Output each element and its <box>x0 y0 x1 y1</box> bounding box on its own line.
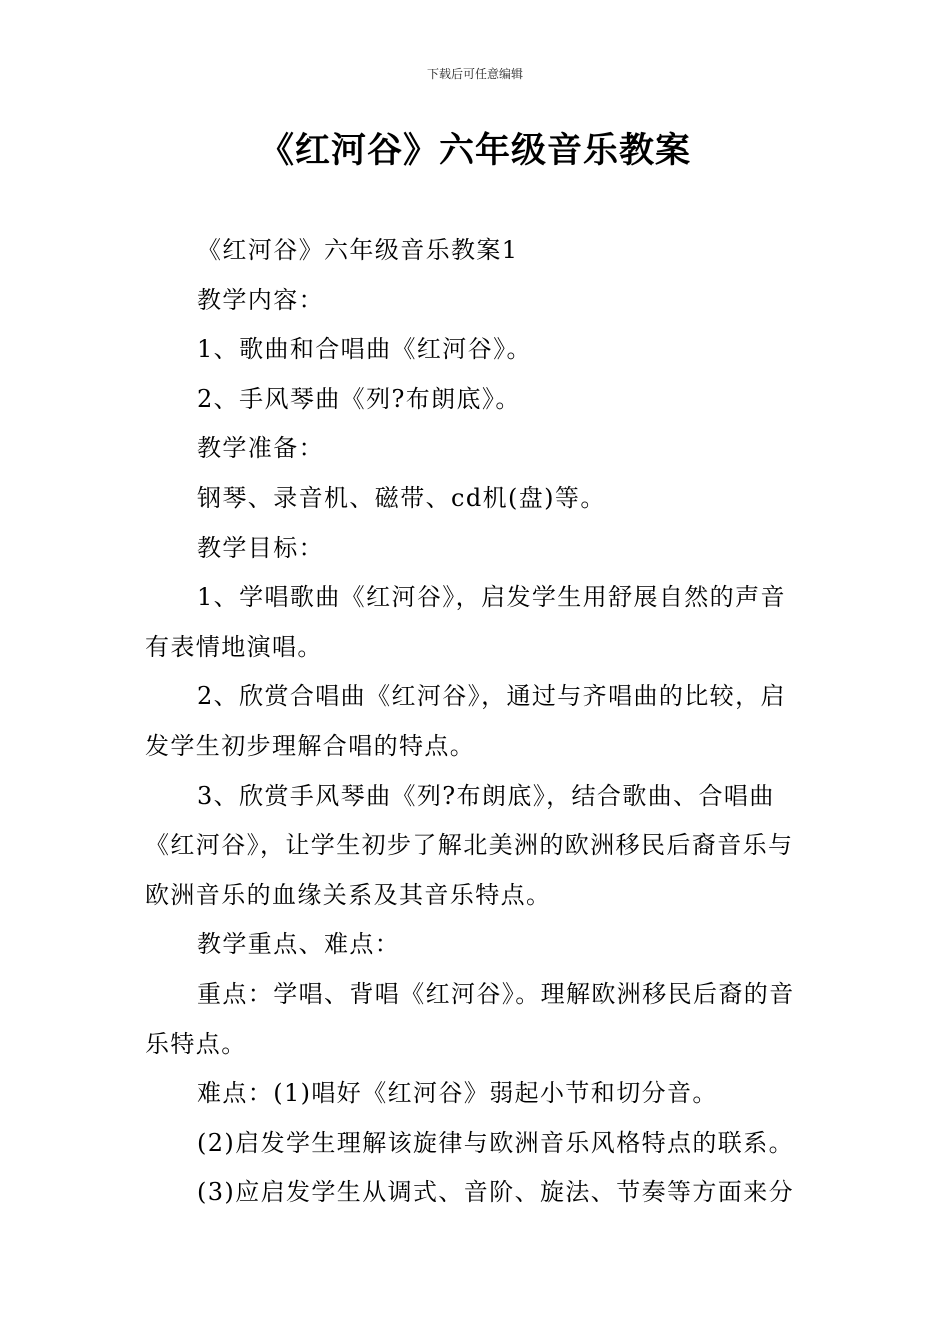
document-body <box>145 226 807 1218</box>
paragraph-difficulty-1: 难点：(1)唱好《红河谷》弱起小节和切分音。 <box>197 1079 718 1108</box>
paragraph-goal-1: 1、学唱歌曲《红河谷》，启发学生用舒展自然的声音有表情地演唱。 <box>145 583 786 661</box>
paragraph-content-item-2: 2、手风琴曲《列?布朗底》。 <box>197 384 521 413</box>
paragraph-content-heading: 教学内容： <box>197 285 324 314</box>
paragraph-prep-heading: 教学准备： <box>197 434 324 463</box>
paragraph-difficulty-3: (3)应启发学生从调式、音阶、旋法、节奏等方面来分 <box>197 1178 794 1207</box>
header-note: 下载后可任意编辑 <box>426 67 523 81</box>
paragraph-key-point: 重点：学唱、背唱《红河谷》。理解欧洲移民后裔的音乐特点。 <box>145 979 795 1058</box>
paragraph-goal-3: 3、欣赏手风琴曲《列?布朗底》，结合歌曲、合唱曲《红河谷》，让学生初步了解北美洲的欧洲移民后裔音乐与欧洲音乐的血缘关系及其音乐特点。 <box>145 781 794 909</box>
paragraph-subtitle: 《红河谷》六年级音乐教案1 <box>197 236 519 264</box>
paragraph-goals-heading: 教学目标： <box>197 533 324 562</box>
paragraph-content-item-1: 1、歌曲和合唱曲《红河谷》。 <box>197 335 532 364</box>
paragraph-goal-2: 2、欣赏合唱曲《红河谷》，通过与齐唱曲的比较，启发学生初步理解合唱的特点。 <box>145 682 786 760</box>
paragraph-difficulty-2: (2)启发学生理解该旋律与欧洲音乐风格特点的联系。 <box>197 1128 794 1157</box>
paragraph-key-points-heading: 教学重点、难点： <box>197 930 401 959</box>
paragraph-prep-items: 钢琴、录音机、磁带、cd机(盘)等。 <box>197 483 606 512</box>
document-title: 《红河谷》六年级音乐教案 <box>258 131 691 171</box>
